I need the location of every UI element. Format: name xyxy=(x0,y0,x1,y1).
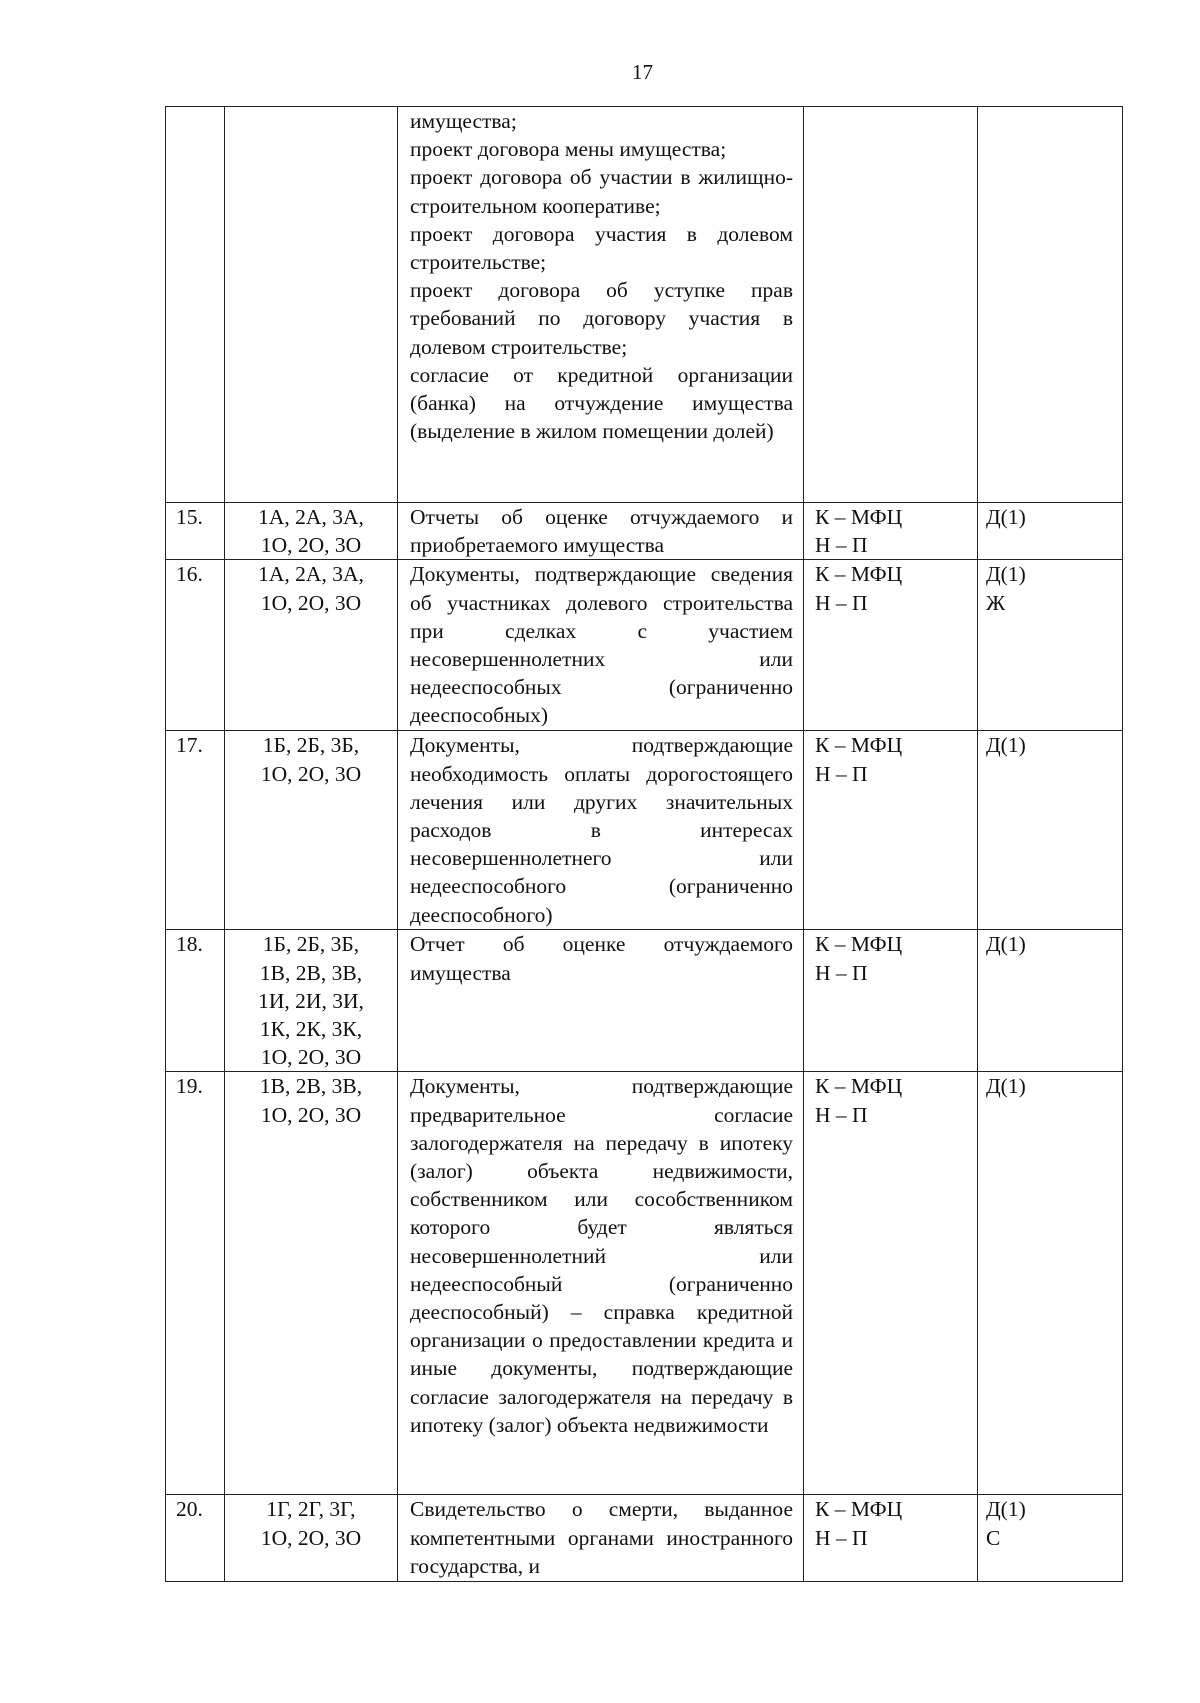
document-name: Документы, подтверждающие необходимость оплаты дорогостоящего лечения или других значительных расходов в интересах несовершеннолетнего или недееспособного (ограниченно дееспособного) xyxy=(398,731,804,930)
document-type: Д(1) xyxy=(978,930,1123,1072)
row-number: 15. xyxy=(166,503,225,560)
table-row xyxy=(166,503,1123,560)
document-type: Д(1) Ж xyxy=(978,560,1123,731)
continuation-text: имущества; проект договора мены имущества; проект договора об участии в жилищно-строительном кооперативе; проект договора участия в долевом строительстве; проект договора об уступке прав требований по договору участия в долевом строительстве; согласие от кредитной организации (банка) на отчуждение имущества (выделение в жилом помещении долей) xyxy=(410,109,793,444)
submission-place: К – МФЦ Н – П xyxy=(804,731,978,930)
applicant-codes: 1А, 2А, 3А, 1О, 2О, 3О xyxy=(225,560,398,731)
page-number: 17 xyxy=(632,60,653,84)
table-row xyxy=(166,560,1123,731)
submission-place-cell xyxy=(804,107,978,503)
submission-place: К – МФЦ Н – П xyxy=(804,1072,978,1495)
codes-cell xyxy=(225,107,398,503)
table-row xyxy=(166,1495,1123,1582)
document-type-cell xyxy=(978,107,1123,503)
applicant-codes: 1Б, 2Б, 3Б, 1О, 2О, 3О xyxy=(225,731,398,930)
table-row xyxy=(166,1072,1123,1495)
applicant-codes: 1Г, 2Г, 3Г, 1О, 2О, 3О xyxy=(225,1495,398,1582)
document-type: Д(1) xyxy=(978,503,1123,560)
submission-place: К – МФЦ Н – П xyxy=(804,560,978,731)
row-number-cell xyxy=(166,107,225,503)
document-cell xyxy=(398,107,804,503)
document-name: Отчет об оценке отчуждаемого имущества xyxy=(398,930,804,1072)
applicant-codes: 1А, 2А, 3А, 1О, 2О, 3О xyxy=(225,503,398,560)
document-name: Свидетельство о смерти, выданное компетентными органами иностранного государства, и xyxy=(398,1495,804,1582)
document-type: Д(1) xyxy=(978,731,1123,930)
document-type: Д(1) xyxy=(978,1072,1123,1495)
row-number: 16. xyxy=(166,560,225,731)
applicant-codes: 1Б, 2Б, 3Б, 1В, 2В, 3В, 1И, 2И, 3И, 1К, 2К, 3К, 1О, 2О, 3О xyxy=(225,930,398,1072)
submission-place: К – МФЦ Н – П xyxy=(804,1495,978,1582)
table-row xyxy=(166,107,1123,503)
document-name: Отчеты об оценке отчуждаемого и приобретаемого имущества xyxy=(398,503,804,560)
document-name: Документы, подтверждающие предварительное согласие залогодержателя на передачу в ипотеку (залог) объекта недвижимости, собственником или сособственником которого будет являться несовершеннолетний или недееспособный (ограниченно дееспособный) – справка кредитной организации о предоставлении кредита и иные документы, подтверждающие согласие залогодержателя на передачу в ипотеку (залог) объекта недвижимости xyxy=(398,1072,804,1495)
submission-place: К – МФЦ Н – П xyxy=(804,930,978,1072)
row-number: 17. xyxy=(166,731,225,930)
row-number: 19. xyxy=(166,1072,225,1495)
table-row xyxy=(166,930,1123,1072)
row-number: 20. xyxy=(166,1495,225,1582)
row-number: 18. xyxy=(166,930,225,1072)
table-row xyxy=(166,731,1123,930)
submission-place: К – МФЦ Н – П xyxy=(804,503,978,560)
documents-table xyxy=(165,106,1123,1582)
document-type: Д(1) С xyxy=(978,1495,1123,1582)
applicant-codes: 1В, 2В, 3В, 1О, 2О, 3О xyxy=(225,1072,398,1495)
document-name: Документы, подтверждающие сведения об участниках долевого строительства при сделках с участием несовершеннолетних или недееспособных (ограниченно дееспособных) xyxy=(398,560,804,731)
